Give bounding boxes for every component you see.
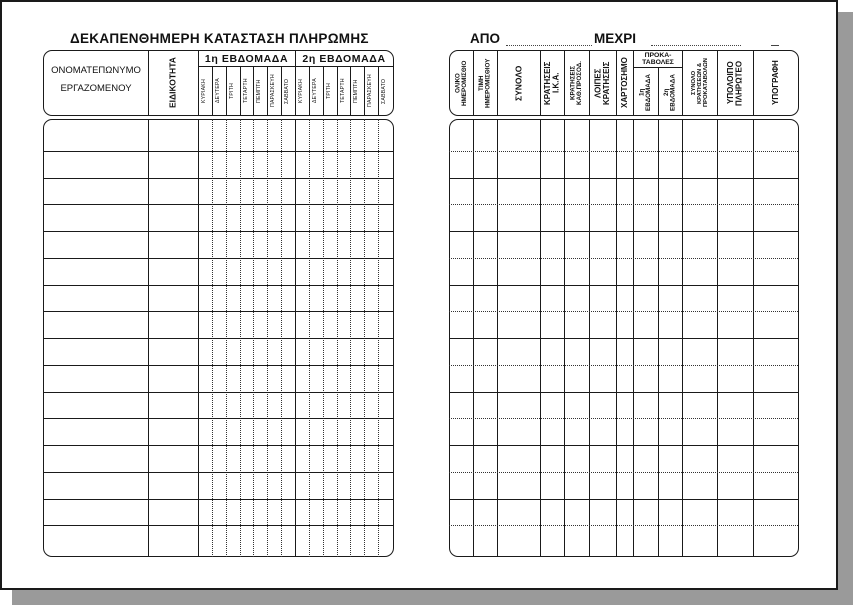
signature-header: ΥΠΟΓΡΑΦΗ (770, 60, 780, 106)
specialty-header: ΕΙΔΙΚΟΤΗΤΑ (167, 57, 178, 109)
grid-hline (43, 338, 393, 339)
day-header: ΔΕΥΤΕΡΑ (312, 78, 319, 104)
daily-wage-header: ΤΙΜΗ ΗΜΕΡΟΜΙΣΘΙΟΥ (477, 58, 492, 108)
grid-hline (43, 285, 393, 286)
balance-header: ΥΠΟΛΟΙΠΟ ΠΛΗΡΩΤΕΟ (726, 60, 744, 106)
grid-vline (753, 50, 754, 116)
grid-hline (449, 231, 798, 232)
grid-hline (43, 151, 393, 152)
grid-hline (449, 338, 798, 339)
grid-hline (449, 178, 798, 179)
ika-header: ΚΡΑΤΗΣΕΙΣ Ι.Κ.Α. (543, 61, 561, 105)
week2-header: 2η ΕΒΔΟΜΑΔΑ (302, 53, 386, 65)
day-header: ΤΡΙΤΗ (325, 83, 332, 99)
grid-dotted-hline (449, 365, 798, 366)
grid-vline (564, 50, 565, 116)
day-header: ΠΑΡΑΣΚΕΥΗ (367, 74, 374, 108)
stamp-duty-header: ΧΑΡΤΟΣΗΜΟ (619, 57, 629, 109)
tax-header: ΚΡΑΤΗΣΕΙΣ ΚΑΘ.ΠΡΟΣΟΔ. (569, 61, 583, 106)
advances-week2-header: 2η ΕΒΔΟΜΑΔΑ (662, 74, 677, 111)
grid-hline (43, 418, 393, 419)
grid-hline (633, 67, 682, 68)
grid-hline (43, 445, 393, 446)
advances-week1-header: 1η ΕΒΔΟΜΑΔΑ (638, 74, 652, 111)
day-header: ΤΕΤΑΡΤΗ (242, 78, 249, 104)
day-header: ΠΕΜΠΤΗ (256, 79, 263, 103)
grid-vline (497, 50, 498, 116)
day-header: ΣΑΒΒΑΤΟ (284, 78, 291, 104)
day-header: ΚΥΡΙΑΚΗ (298, 79, 305, 103)
grid-dotted-hline (449, 258, 798, 259)
period-from-label: ΑΠΟ (470, 31, 500, 46)
grid-vline (633, 50, 634, 116)
other-deductions-header: ΛΟΙΠΕΣ ΚΡΑΤΗΣΕΙΣ (593, 61, 611, 105)
day-header: ΠΑΡΑΣΚΕΥΗ (270, 74, 277, 108)
grid-vline (589, 50, 590, 116)
sum-deductions-header: ΣΥΝΟΛΟ ΚΡΑΤΗΣΕΩΝ & ΠΡΟΚΑΤΑΒΟΛΩΝ (690, 58, 710, 108)
period-to-label: ΜΕΧΡΙ (594, 31, 637, 46)
grid-vline (682, 50, 683, 116)
day-header: ΔΕΥΤΕΡΑ (215, 78, 222, 104)
grid-hline (449, 445, 798, 446)
grid-hline (43, 365, 393, 366)
grid-vline (717, 50, 718, 116)
grid-vline (540, 50, 541, 116)
total-wage-header: ΟΛΙΚΟ ΗΜΕΡΟΜΙΣΘΙΟ (454, 60, 468, 106)
grid-vline (616, 50, 617, 116)
grid-dotted-hline (449, 418, 798, 419)
name-header: ΟΝΟΜΑΤΕΠΩΝΥΜΟ ΕΡΓΑΖΟΜΕΝΟΥ (51, 65, 141, 95)
grid-dotted-hline (449, 525, 798, 526)
day-header: ΠΕΜΠΤΗ (353, 79, 360, 103)
grid-hline (43, 525, 393, 526)
grid-dotted-hline (449, 311, 798, 312)
grid-hline (449, 392, 798, 393)
grid-hline (43, 472, 393, 473)
grid-hline (43, 499, 393, 500)
day-header: ΤΕΤΑΡΤΗ (339, 78, 346, 104)
day-header: ΤΡΙΤΗ (228, 83, 235, 99)
period-dash (771, 45, 779, 46)
grid-dotted-hline (449, 472, 798, 473)
total-header: ΣΥΝΟΛΟ (513, 65, 524, 101)
day-header: ΚΥΡΙΑΚΗ (201, 79, 208, 103)
grid-vline (658, 67, 659, 116)
grid-vline (473, 50, 474, 116)
form-title: ΔΕΚΑΠΕΝΘΗΜΕΡΗ ΚΑΤΑΣΤΑΣΗ ΠΛΗΡΩΜΗΣ (70, 31, 369, 46)
period-from-field[interactable] (506, 45, 592, 46)
grid-hline (43, 204, 393, 205)
grid-hline (43, 258, 393, 259)
grid-hline (43, 178, 393, 179)
grid-hline (43, 231, 393, 232)
grid-dotted-hline (449, 204, 798, 205)
grid-hline (449, 499, 798, 500)
advances-header: ΠΡΟΚΑ- ΤΑΒΟΛΕΣ (642, 52, 674, 67)
grid-vline (148, 50, 149, 116)
period-to-field[interactable] (651, 45, 741, 46)
week1-header: 1η ΕΒΔΟΜΑΔΑ (204, 53, 289, 65)
grid-hline (43, 311, 393, 312)
grid-hline (43, 392, 393, 393)
grid-hline (449, 285, 798, 286)
grid-dotted-hline (449, 151, 798, 152)
day-header: ΣΑΒΒΑΤΟ (381, 78, 388, 104)
